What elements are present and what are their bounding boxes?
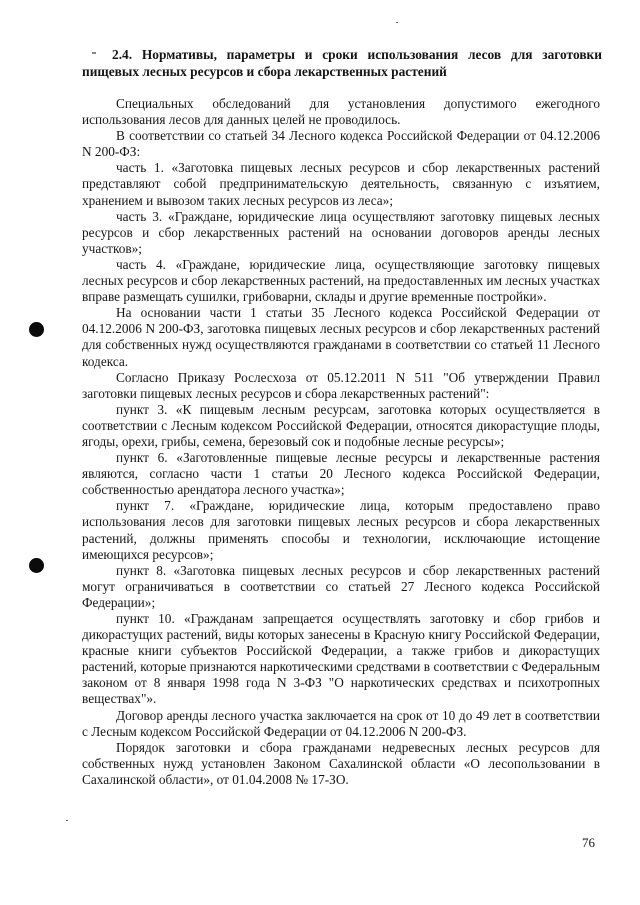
paragraph: В соответствии со статьей 34 Лесного кодекса Российской Федерации от 04.12.2006 N 200-ФЗ: [82,128,600,160]
paragraph: пункт 10. «Гражданам запрещается осуществлять заготовку и сбор грибов и дикорастущих растений, виды которых занесены в Красную книгу Российской Федерации, красные книги субъектов Российской Федерации, а также грибов и дикорастущих растений, которые признаются наркотическими средствами в соответствии с Федеральным законом от 8 января 1998 года N 3-ФЗ "О наркотических средствах и психотропных веществах"». [82,611,600,707]
body-text [82,96,600,788]
paragraph: пункт 3. «К пищевым лесным ресурсам, заготовка которых осуществляется в соответствии с Лесным кодексом Российской Федерации, относятся дикорастущие плоды, ягоды, орехи, грибы, семена, березовый сок и подобные лесные ресурсы»; [82,401,600,449]
scan-speck [396,22,398,23]
paragraph: Порядок заготовки и сбора гражданами недревесных лесных ресурсов для собственных нужд установлен Законом Сахалинской области «О лесопользовании в Сахалинской области», от 01.04.2008 № 17-ЗО. [82,739,600,787]
section-heading: 2.4. Нормативы, параметры и сроки использования лесов для заготовки пищевых лесных ресурсов и сбора лекарственных растений [82,47,602,79]
paragraph: Согласно Приказу Рослесхоза от 05.12.2011 N 511 "Об утверждении Правил заготовки пищевых лесных ресурсов и сбора лекарственных растений": [82,369,600,401]
paragraph: пункт 6. «Заготовленные пищевые лесные ресурсы и лекарственные растения являются, согласно части 1 статьи 20 Лесного кодекса Российской Федерации, собственностью арендатора лесного участка»; [82,450,600,498]
binder-punch-hole [29,322,44,337]
paragraph: пункт 8. «Заготовка пищевых лесных ресурсов и сбор лекарственных растений могут ограничиваться в соответствии со статьей 27 Лесного кодекса Российской Федерации»; [82,562,600,610]
paragraph: пункт 7. «Граждане, юридические лица, которым предоставлено право использования лесов для заготовки пищевых лесных ресурсов и сбора лекарственных растений, должны применять способы и технологии, исключающие истощение имеющихся ресурсов»; [82,498,600,562]
paragraph: часть 4. «Граждане, юридические лица, осуществляющие заготовку пищевых лесных ресурсов и сбор лекарственных растений, на предоставленных им лесных участках вправе размещать сушилки, грибоварни, склады и другие временные постройки». [82,256,600,305]
paragraph: часть 3. «Граждане, юридические лица осуществляют заготовку пищевых лесных ресурсов и сбор лекарственных растений на основании договоров аренды лесных участков»; [82,208,600,256]
scan-speck [66,820,68,821]
page-number: 76 [582,835,595,850]
paragraph: Специальных обследований для установления допустимого ежегодного использования лесов для данных целей не проводилось. [82,96,600,128]
paragraph: На основании части 1 статьи 35 Лесного кодекса Российской Федерации от 04.12.2006 N 200-ФЗ, заготовка пищевых лесных ресурсов и сбор лекарственных растений для собственных нужд осуществляются гражданами в соответствии со статьей 11 Лесного кодекса. [82,305,600,369]
paragraph: часть 1. «Заготовка пищевых лесных ресурсов и сбор лекарственных растений представляют собой предпринимательскую деятельность, связанную с изъятием, хранением и вывозом таких лесных ресурсов из леса»; [82,160,600,208]
paragraph: Договор аренды лесного участка заключается на срок от 10 до 49 лет в соответствии с Лесным кодексом Российской Федерации от 04.12.2006 N 200-ФЗ. [82,707,600,739]
binder-punch-hole [29,558,44,573]
